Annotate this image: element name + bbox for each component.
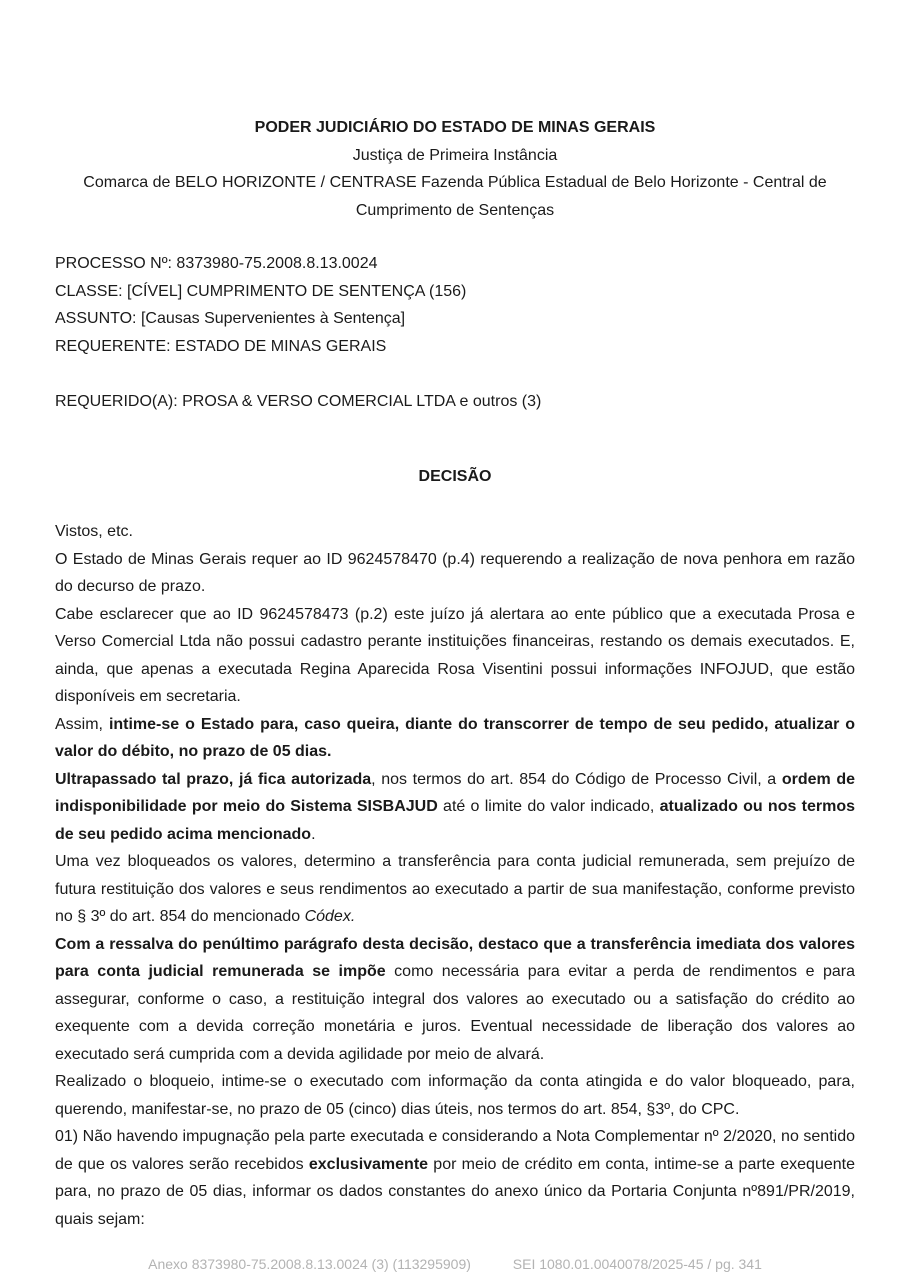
paragraph-5-bold-1: Ultrapassado tal prazo, já fica autorizada [55,770,372,788]
comarca-line-2: Cumprimento de Sentenças [355,201,555,219]
paragraph-9-text-2: por meio de crédito em conta, intime-se a parte exequente para, no prazo de 05 dias, informar os dados constantes do anexo único da Portaria Conjunta nº891/PR/2019, quais sejam: [55,1155,855,1228]
paragraph-9-bold: exclusivamente [308,1155,429,1173]
document-header [55,114,855,224]
spacer [55,360,855,388]
paragraph-5-text-2: até o limite do valor indicado, [437,798,660,815]
process-info [55,250,855,415]
comarca-line-1: Comarca de BELO HORIZONTE / CENTRASE Fazenda Pública Estadual de Belo Horizonte - Central de [83,174,827,191]
process-subject: ASSUNTO: [Causas Supervenientes à Sentença] [55,310,406,327]
paragraph-6 [55,848,855,931]
paragraph-4 [55,711,855,766]
court-name: PODER JUDICIÁRIO DO ESTADO DE MINAS GERAIS [254,119,656,136]
paragraph-6-italic: Códex. [304,908,356,925]
paragraph-4-text: Assim, [55,715,109,733]
paragraph-7-text: como necessária para evitar a perda de rendimentos e para assegurar, conforme o caso, a restituição integral dos valores ao executado ou a satisfação do crédito ao exequente com a devida correção monetária e juros. Eventual necessidade de liberação dos valores ao executado será cumprida com a devida agilidade por meio de alvará. [55,963,856,1063]
paragraph-7 [55,931,855,1069]
paragraph-5-text-1: , nos termos do art. 854 do Código de Processo Civil, a [371,770,782,788]
paragraph-5-bold-3: atualizado ou nos termos de seu pedido acima mencionado [55,798,855,843]
footer-sei: SEI 1080.01.0040078/2025-45 / pg. 341 [512,1256,762,1272]
paragraph-6-text: Uma vez bloqueados os valores, determino a transferência para conta judicial remunerada, sem prejuízo de futura restituição dos valores e seus rendimentos ao executado a partir de sua manifestação, conforme previsto no § 3º do art. 854 do mencionado [55,853,855,925]
process-defendant: REQUERIDO(A): PROSA & VERSO COMERCIAL LTDA e outros (3) [55,392,542,410]
process-plaintiff: REQUERENTE: ESTADO DE MINAS GERAIS [55,337,387,355]
paragraph-5 [55,766,855,849]
process-number: PROCESSO Nº: 8373980-75.2008.8.13.0024 [55,255,378,272]
paragraph-9 [55,1123,855,1233]
paragraph-1: Vistos, etc. [55,523,133,540]
paragraph-5-text-3: . [311,825,316,843]
decision-title: DECISÃO [418,468,492,485]
court-instance: Justiça de Primeira Instância [352,146,558,164]
paragraph-2: O Estado de Minas Gerais requer ao ID 9624578470 (p.4) requerendo a realização de nova penhora em razão do decurso de prazo. [55,550,855,595]
paragraph-8: Realizado o bloqueio, intime-se o executado com informação da conta atingida e do valor bloqueado, para, querendo, manifestar-se, no prazo de 05 (cinco) dias úteis, nos termos do art. 854, §3º, do CPC. [55,1073,855,1118]
paragraph-5-bold-2: ordem de indisponibilidade por meio do Sistema SISBAJUD [55,770,856,815]
paragraph-3: Cabe esclarecer que ao ID 9624578473 (p.2) este juízo já alertara ao ente público que a executada Prosa e Verso Comercial Ltda não possui cadastro perante instituições financeiras, restando os demais executados. E, ainda, que apenas a executada Regina Aparecida Rosa Visentini possui informações INFOJUD, que estão disponíveis em secretaria. [55,605,855,705]
paragraph-4-bold: intime-se o Estado para, caso queira, diante do transcorrer de tempo de seu pedido, atualizar o valor do débito, no prazo de 05 dias. [55,715,855,760]
footer-annex: Anexo 8373980-75.2008.8.13.0024 (3) (113295909) [148,1256,471,1272]
decision-body [55,518,855,1233]
paragraph-7-bold: Com a ressalva do penúltimo parágrafo desta decisão, destaco que a transferência imediata dos valores para conta judicial remunerada se impõe [55,935,855,980]
page-footer [0,1256,910,1272]
process-class: CLASSE: [CÍVEL] CUMPRIMENTO DE SENTENÇA (156) [55,282,467,300]
paragraph-9-text-1: 01) Não havendo impugnação pela parte executada e considerando a Nota Complementar nº 2/2020, no sentido de que os valores serão recebidos [55,1128,855,1173]
